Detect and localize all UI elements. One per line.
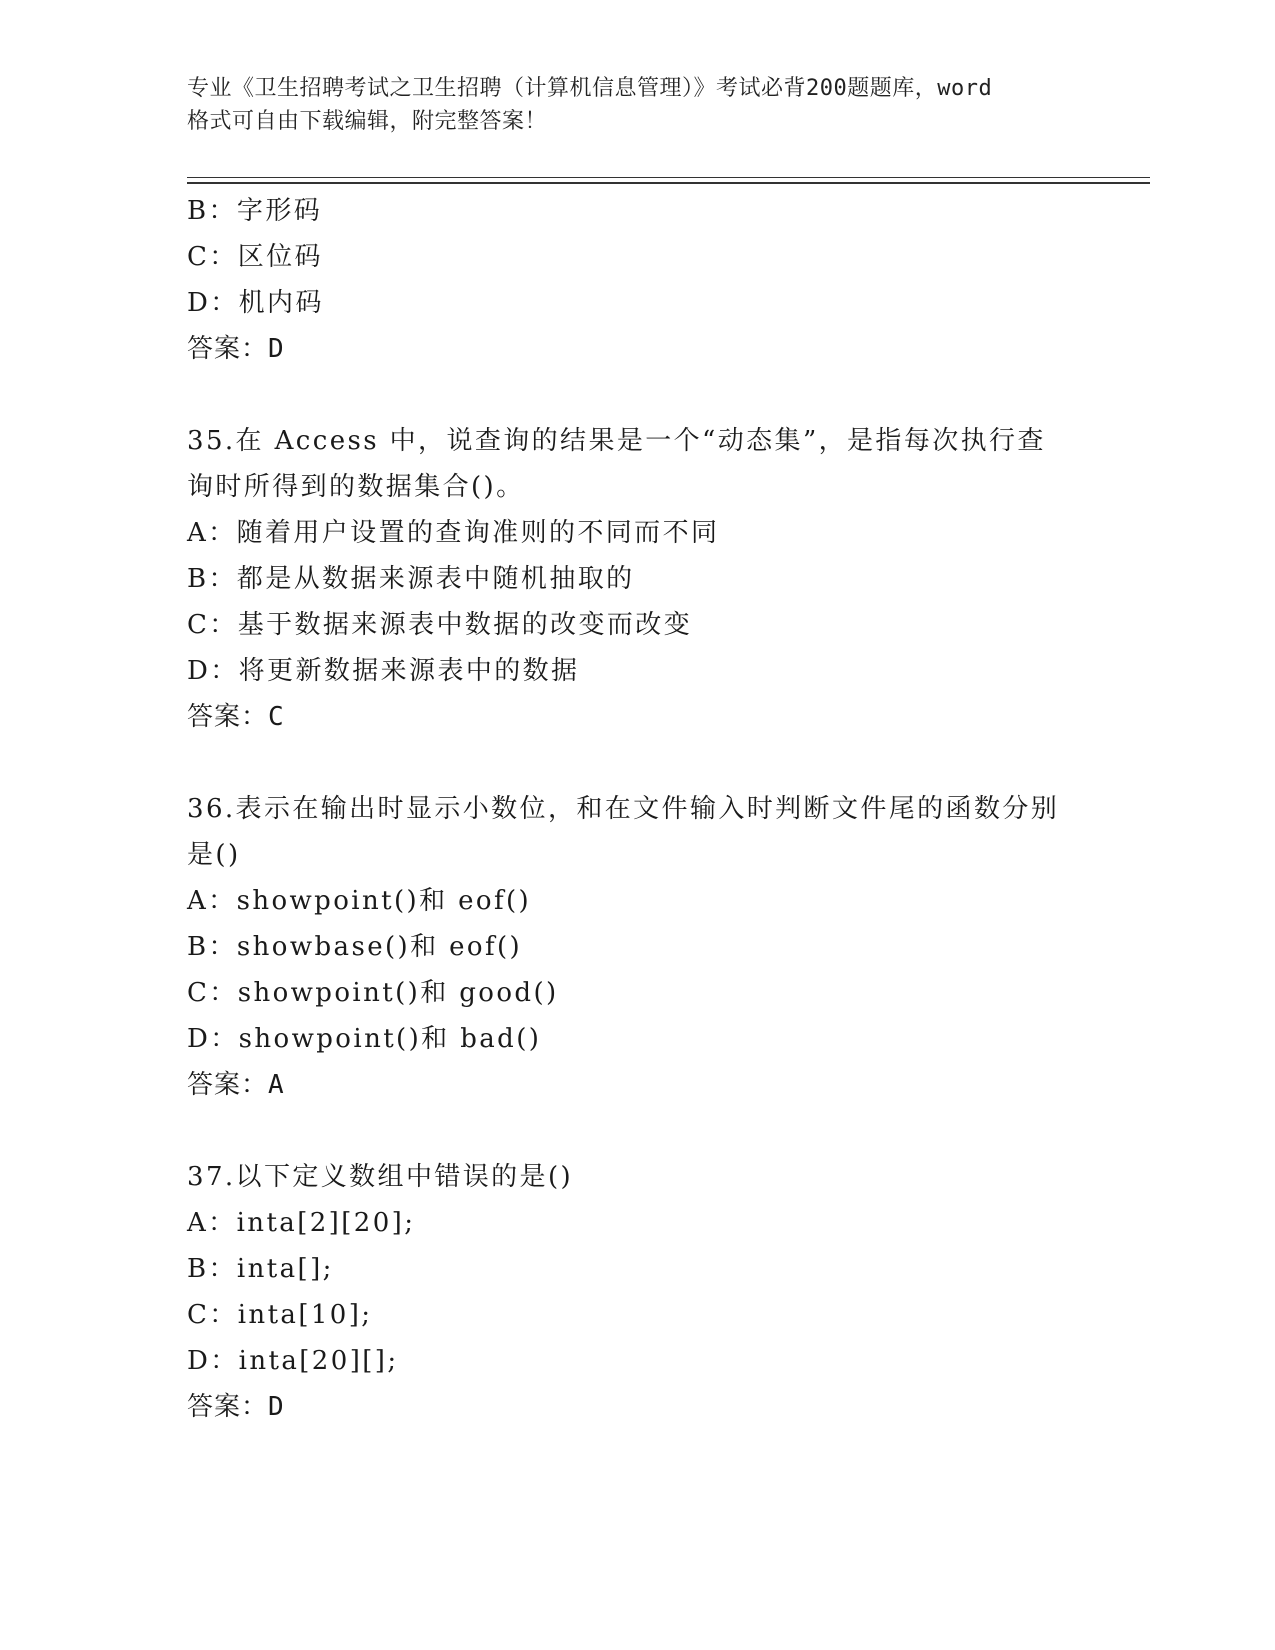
option-d bbox=[187, 1016, 1087, 1062]
answer-line: 答案：C bbox=[187, 702, 285, 732]
option-b bbox=[187, 188, 1087, 234]
option-a bbox=[187, 1200, 1087, 1246]
option-label: C： bbox=[187, 610, 238, 640]
prev-question-block bbox=[187, 188, 1087, 372]
option-label: B： bbox=[187, 1254, 237, 1284]
option-text: 机内码 bbox=[238, 288, 324, 318]
question-stem-cont: 询时所得到的数据集合()。 bbox=[187, 472, 525, 502]
option-text: showpoint()和 eof() bbox=[236, 886, 532, 916]
option-a bbox=[187, 510, 1087, 556]
option-label: D： bbox=[187, 1346, 239, 1376]
option-text: inta[20][]; bbox=[238, 1346, 399, 1376]
option-label: C： bbox=[187, 978, 238, 1008]
header-divider-thin bbox=[187, 177, 1150, 178]
question-36 bbox=[187, 786, 1087, 1108]
option-c bbox=[187, 602, 1087, 648]
option-text: 随着用户设置的查询准则的不同而不同 bbox=[236, 518, 720, 548]
header-line-1: 专业《卫生招聘考试之卫生招聘（计算机信息管理）》考试必背200题题库，word bbox=[187, 76, 993, 101]
question-stem: 36.表示在输出时显示小数位，和在文件输入时判断文件尾的函数分别 bbox=[187, 794, 1060, 824]
option-label: D： bbox=[187, 656, 239, 686]
answer-line: 答案：A bbox=[187, 1070, 285, 1100]
option-a bbox=[187, 878, 1087, 924]
question-stem: 37.以下定义数组中错误的是() bbox=[187, 1162, 574, 1192]
option-b bbox=[187, 1246, 1087, 1292]
option-b bbox=[187, 924, 1087, 970]
option-text: 都是从数据来源表中随机抽取的 bbox=[236, 564, 635, 594]
option-text: showbase()和 eof() bbox=[236, 932, 523, 962]
question-35 bbox=[187, 418, 1087, 740]
option-text: inta[]; bbox=[236, 1254, 334, 1284]
option-label: B： bbox=[187, 932, 237, 962]
option-label: B： bbox=[187, 196, 237, 226]
option-label: B： bbox=[187, 564, 237, 594]
option-c bbox=[187, 234, 1087, 280]
option-text: 区位码 bbox=[237, 242, 323, 272]
question-list bbox=[187, 188, 1087, 1430]
option-d bbox=[187, 280, 1087, 326]
option-label: C： bbox=[187, 1300, 238, 1330]
option-text: 将更新数据来源表中的数据 bbox=[238, 656, 580, 686]
option-d bbox=[187, 1338, 1087, 1384]
option-d bbox=[187, 648, 1087, 694]
answer-line: 答案：D bbox=[187, 1392, 285, 1422]
option-text: inta[2][20]; bbox=[236, 1208, 416, 1238]
option-text: inta[10]; bbox=[237, 1300, 373, 1330]
option-text: showpoint()和 bad() bbox=[238, 1024, 542, 1054]
option-text: 基于数据来源表中数据的改变而改变 bbox=[237, 610, 693, 640]
option-text: showpoint()和 good() bbox=[237, 978, 559, 1008]
answer-line: 答案：D bbox=[187, 334, 285, 364]
option-label: A： bbox=[187, 1208, 237, 1238]
option-c bbox=[187, 1292, 1087, 1338]
question-37 bbox=[187, 1154, 1087, 1430]
option-label: D： bbox=[187, 288, 239, 318]
document-header bbox=[187, 72, 1087, 138]
header-line-2: 格式可自由下载编辑，附完整答案！ bbox=[187, 109, 548, 134]
option-c bbox=[187, 970, 1087, 1016]
option-b bbox=[187, 556, 1087, 602]
option-label: A： bbox=[187, 886, 237, 916]
option-text: 字形码 bbox=[236, 196, 323, 226]
question-stem: 35.在 Access 中，说查询的结果是一个“动态集”，是指每次执行查 bbox=[187, 426, 1046, 456]
option-label: A： bbox=[187, 518, 237, 548]
option-label: C： bbox=[187, 242, 238, 272]
header-divider-thick bbox=[187, 182, 1150, 184]
question-stem-cont: 是() bbox=[187, 840, 241, 870]
option-label: D： bbox=[187, 1024, 239, 1054]
